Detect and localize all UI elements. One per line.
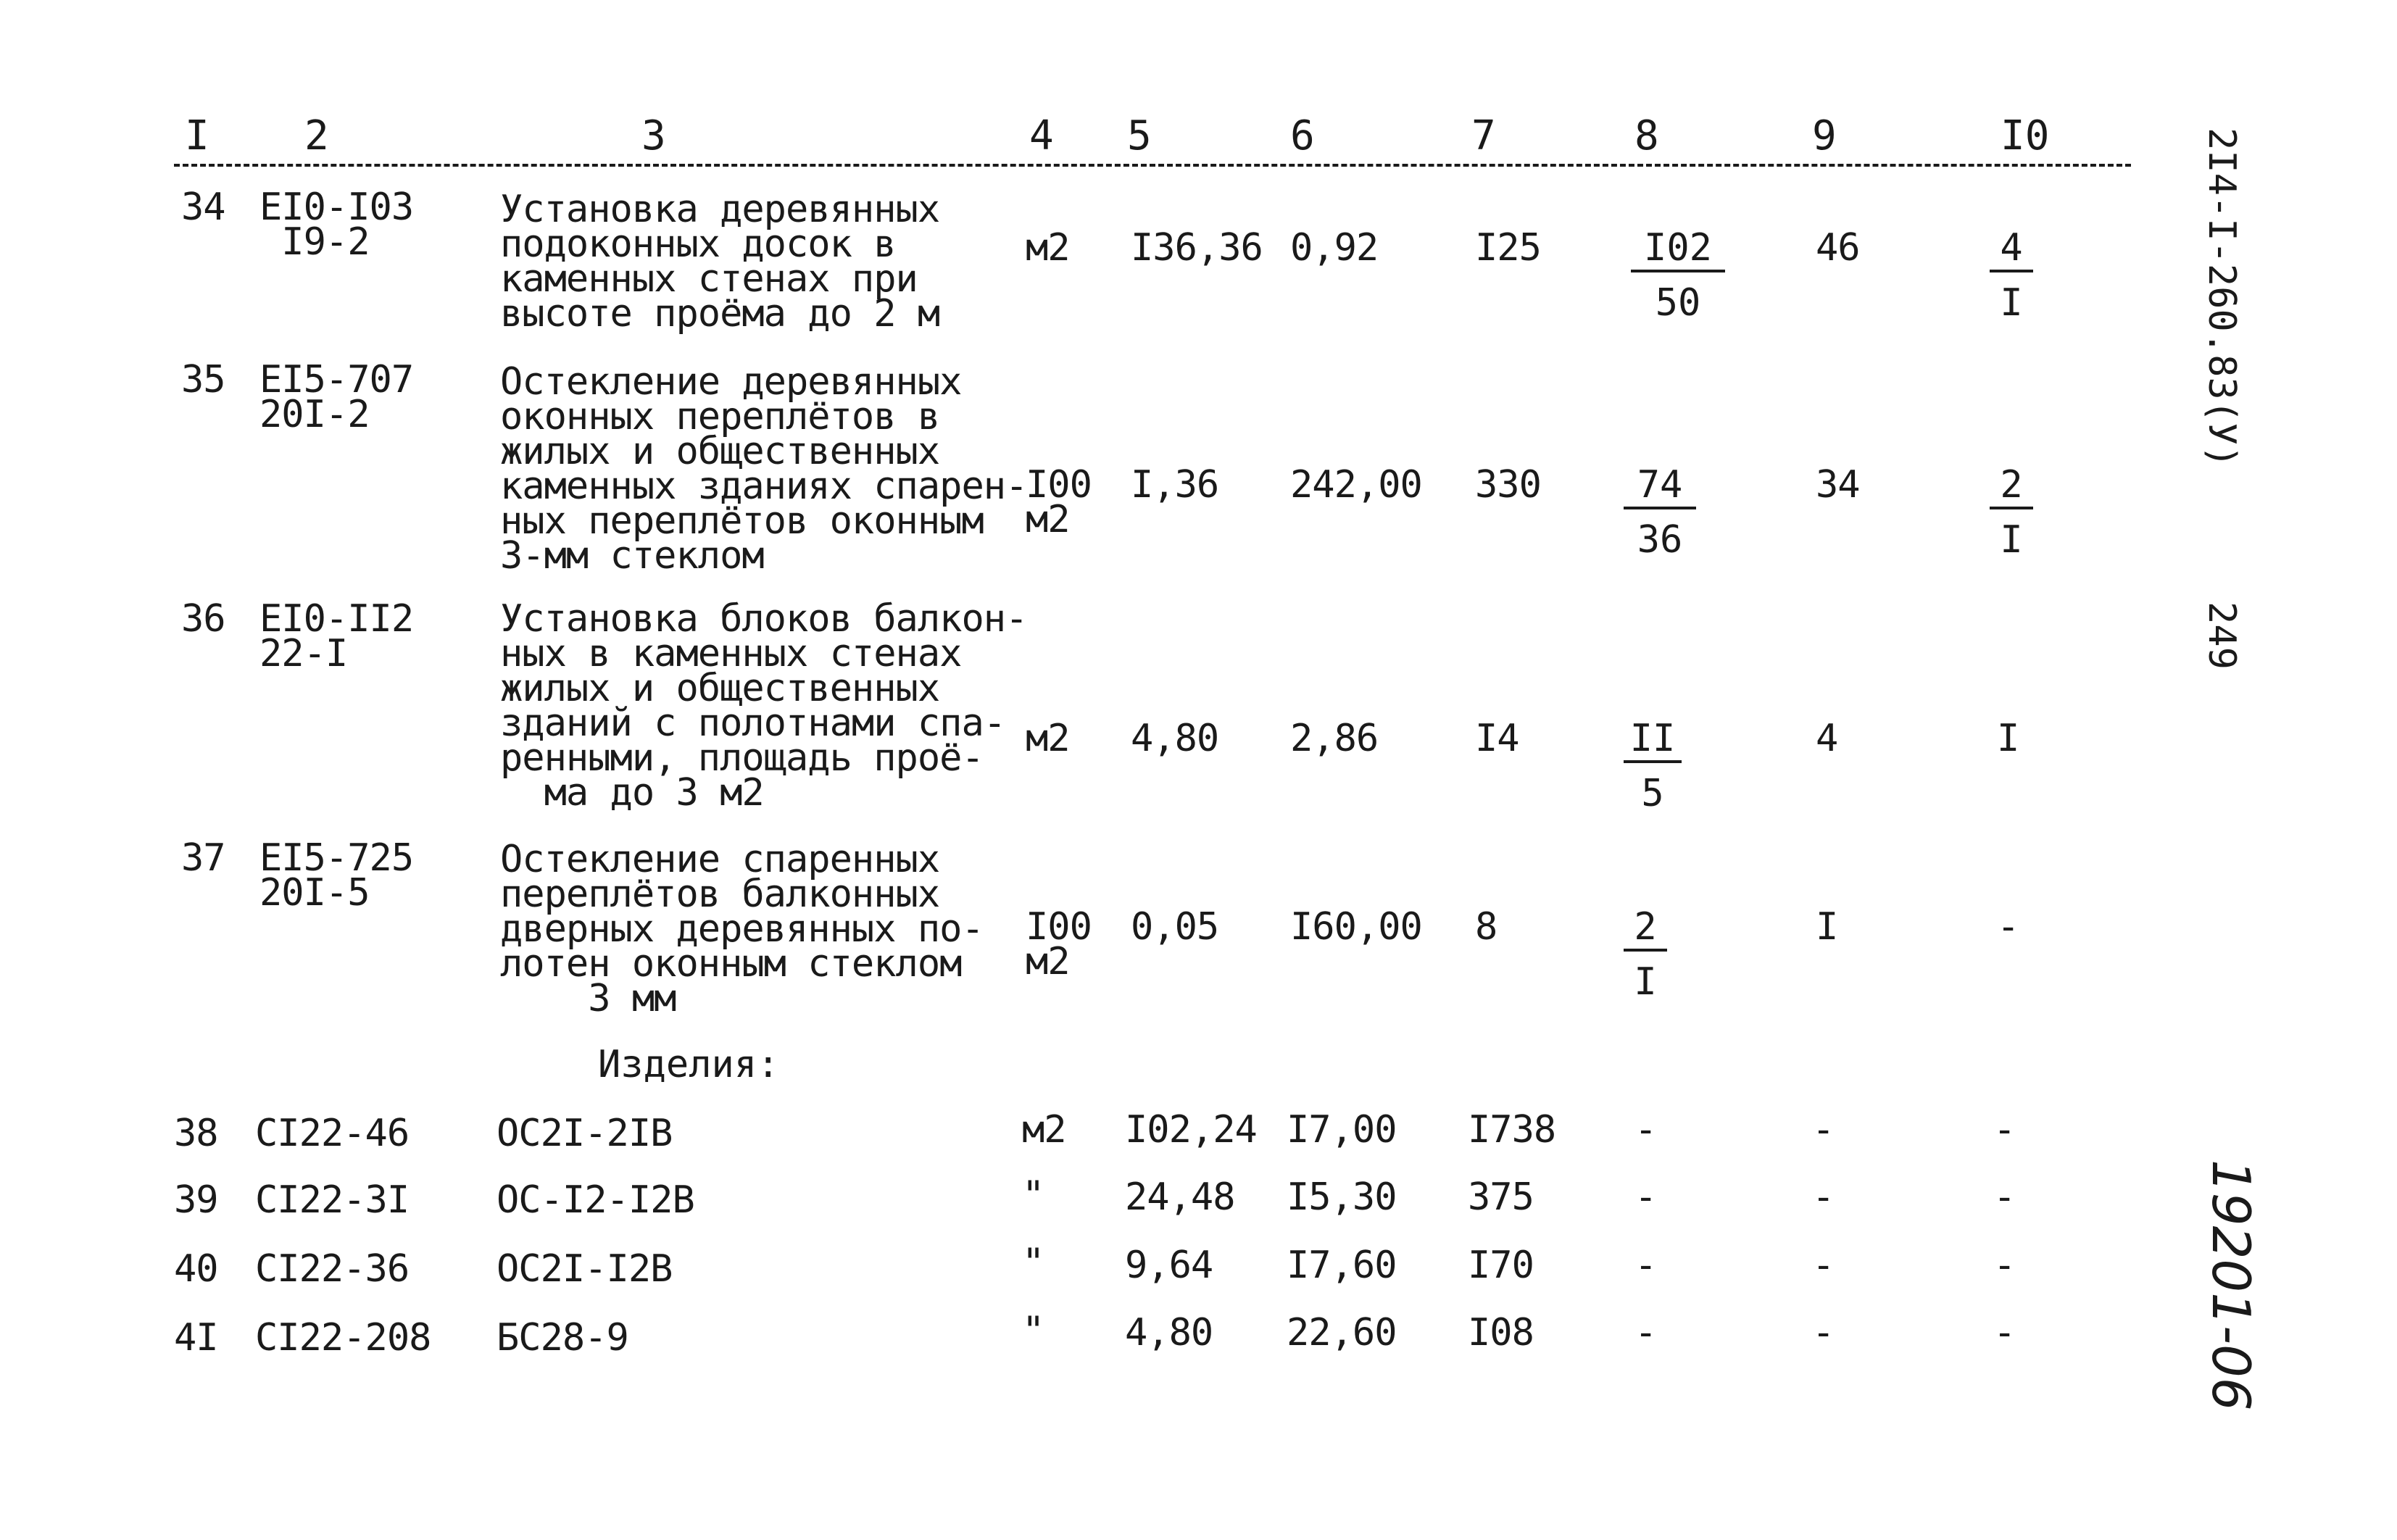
row-price: I7,60: [1287, 1244, 1397, 1287]
row-code: CI22-3I: [255, 1178, 410, 1222]
row-unit: I00 м2: [1026, 905, 1092, 983]
row-unit: ": [1022, 1309, 1044, 1352]
row-quantity: 0,05: [1131, 905, 1219, 949]
row-quantity: 4,80: [1125, 1311, 1213, 1354]
row-code: CI22-36: [255, 1247, 410, 1291]
row-col8-fraction: [1631, 226, 1725, 325]
col-header-10: I0: [2001, 112, 2050, 159]
handwritten-stamp: 19201-06: [2201, 1160, 2261, 1411]
fraction-numerator: 74: [1624, 467, 1696, 509]
fraction-numerator: 2: [1624, 910, 1667, 952]
row-code: EI0-II2 22-I: [259, 597, 414, 675]
row-code: EI5-725 20I-5: [259, 836, 414, 915]
row-col10: -: [1993, 1311, 2016, 1354]
row-col8: -: [1634, 1175, 1657, 1219]
row-price: 0,92: [1290, 226, 1379, 270]
row-quantity: 24,48: [1125, 1175, 1235, 1219]
row-unit: I00 м2: [1026, 463, 1092, 541]
row-col8-fraction: [1624, 717, 1682, 815]
fraction-numerator: 2: [1990, 467, 2033, 509]
row-col10: -: [1993, 1108, 2016, 1152]
row-total: I70: [1468, 1244, 1534, 1287]
row-code: CI22-208: [255, 1316, 431, 1360]
row-quantity: I02,24: [1125, 1108, 1257, 1152]
fraction-numerator: II: [1624, 721, 1682, 763]
col-header-7: 7: [1471, 112, 1496, 159]
row-col10: -: [1993, 1175, 2016, 1219]
row-col10: -: [1997, 905, 2019, 949]
row-col10-fraction: [1990, 463, 2033, 562]
fraction-denominator: 5: [1641, 772, 1664, 815]
row-unit: м2: [1026, 717, 1070, 760]
row-price: 242,00: [1290, 463, 1422, 507]
row-price: 22,60: [1287, 1311, 1397, 1354]
fraction-numerator: 4: [1990, 230, 2033, 272]
row-description: Остекление спаренных переплётов балконных дверных деревянных по- лотен оконным стеклом 3 мм: [500, 838, 984, 1020]
row-price: I60,00: [1290, 905, 1422, 949]
row-col9: I: [1816, 905, 1838, 949]
col-header-9: 9: [1812, 112, 1837, 159]
fraction-numerator: I02: [1631, 230, 1725, 272]
row-total: I738: [1468, 1108, 1556, 1152]
row-quantity: I36,36: [1131, 226, 1263, 270]
fraction-denominator: I: [2000, 281, 2023, 325]
row-col9: 46: [1816, 226, 1860, 270]
row-number: 37: [181, 836, 225, 880]
row-description: Остекление деревянных оконных переплётов в жилых и общественных каменных зданиях спарен- ных переплётов оконным 3-мм стеклом: [500, 360, 1028, 578]
row-col8: -: [1634, 1108, 1657, 1152]
row-price: I7,00: [1287, 1108, 1397, 1152]
row-number: 38: [174, 1112, 218, 1155]
fraction-denominator: 36: [1637, 518, 1683, 562]
row-unit: м2: [1026, 226, 1070, 270]
row-number: 36: [181, 597, 225, 641]
row-col8-fraction: [1624, 905, 1667, 1004]
row-unit: ": [1022, 1173, 1044, 1217]
row-total: 330: [1475, 463, 1541, 507]
header-rule: [174, 164, 2131, 167]
row-col9: -: [1812, 1175, 1835, 1219]
col-header-8: 8: [1634, 112, 1659, 159]
row-price: I5,30: [1287, 1175, 1397, 1219]
row-quantity: I,36: [1131, 463, 1219, 507]
row-col8-fraction: [1624, 463, 1696, 562]
col-header-4: 4: [1029, 112, 1054, 159]
row-number: 40: [174, 1247, 218, 1291]
row-number: 4I: [174, 1316, 218, 1360]
fraction-denominator: I: [1634, 960, 1657, 1004]
page-number: 249: [2200, 602, 2243, 670]
fraction-denominator: 50: [1655, 281, 1701, 325]
row-code: EI5-707 20I-2: [259, 358, 414, 436]
row-col8: -: [1634, 1311, 1657, 1354]
row-total: I08: [1468, 1311, 1534, 1354]
row-col8: -: [1634, 1244, 1657, 1287]
row-col10: I: [1997, 717, 2019, 760]
row-total: I4: [1475, 717, 1519, 760]
col-header-2: 2: [304, 112, 329, 159]
row-item-name: ОС2I-I2В: [497, 1247, 673, 1291]
row-number: 34: [181, 186, 225, 229]
row-total: I25: [1475, 226, 1541, 270]
row-number: 39: [174, 1178, 218, 1222]
row-number: 35: [181, 358, 225, 401]
row-col10: -: [1993, 1244, 2016, 1287]
row-price: 2,86: [1290, 717, 1379, 760]
row-total: 8: [1475, 905, 1497, 949]
row-col9: 4: [1816, 717, 1838, 760]
row-item-name: БС28-9: [497, 1316, 628, 1360]
row-code: EI0-I03 I9-2: [259, 186, 414, 264]
row-item-name: ОС-I2-I2В: [497, 1178, 694, 1222]
row-total: 375: [1468, 1175, 1534, 1219]
col-header-6: 6: [1290, 112, 1315, 159]
row-description: Установка блоков балкон- ных в каменных стенах жилых и общественных зданий с полотнами спа- ренными, площадь проё- ма до 3 м2: [500, 597, 1028, 815]
row-col10-fraction: [1990, 226, 2033, 325]
row-quantity: 4,80: [1131, 717, 1219, 760]
col-header-1: I: [185, 112, 209, 159]
row-code: CI22-46: [255, 1112, 410, 1155]
col-header-5: 5: [1127, 112, 1152, 159]
row-col9: -: [1812, 1108, 1835, 1152]
row-unit: м2: [1022, 1108, 1066, 1152]
section-title: Изделия:: [598, 1043, 780, 1086]
row-quantity: 9,64: [1125, 1244, 1213, 1287]
document-code: 2I4-I-260.83(У): [2200, 128, 2243, 468]
row-col9: -: [1812, 1311, 1835, 1354]
fraction-denominator: I: [2000, 518, 2023, 562]
row-col9: -: [1812, 1244, 1835, 1287]
row-item-name: ОС2I-2IВ: [497, 1112, 673, 1155]
row-unit: ": [1022, 1241, 1044, 1284]
row-description: Установка деревянных подоконных досок в каменных стенах при высоте проёма до 2 м: [500, 188, 940, 336]
row-col9: 34: [1816, 463, 1860, 507]
col-header-3: 3: [641, 112, 666, 159]
